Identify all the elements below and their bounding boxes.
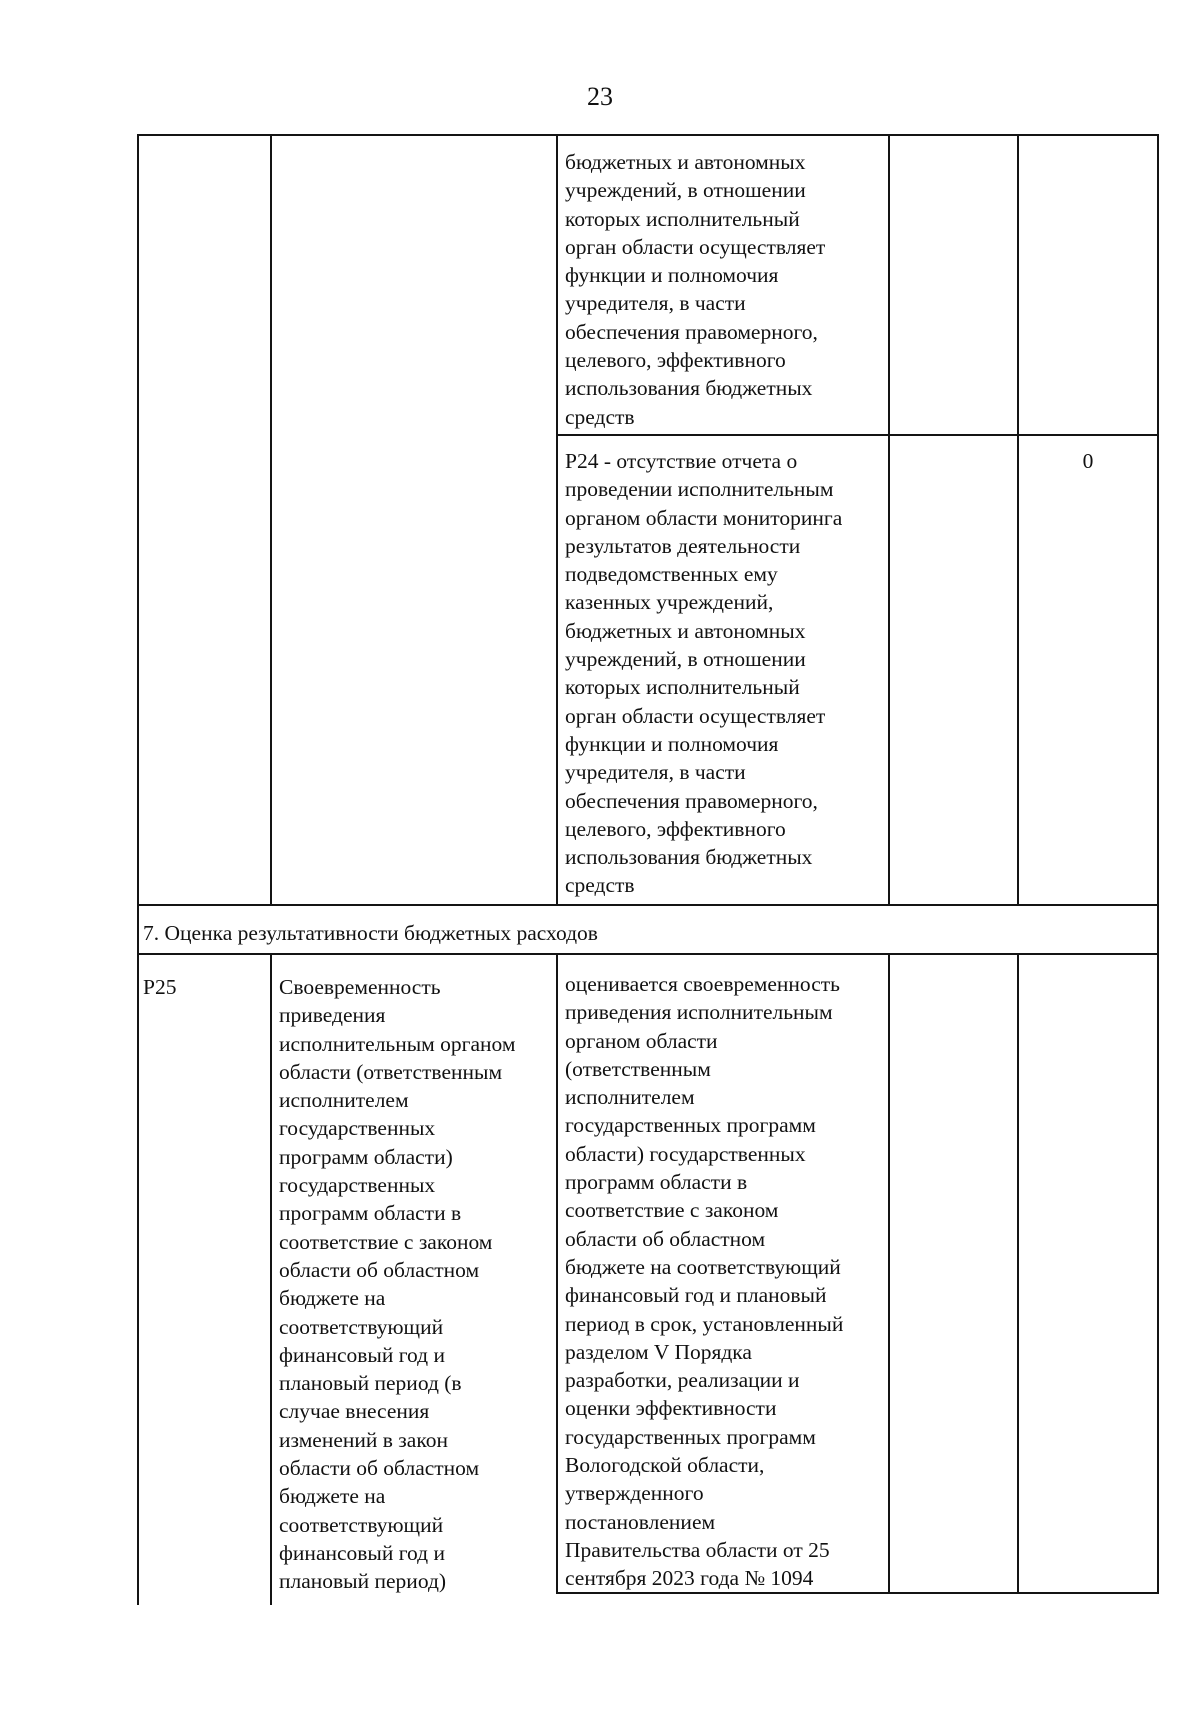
- p25-code-cell: Р25: [143, 975, 177, 999]
- col-border-weight-upper: [1017, 134, 1019, 905]
- col-border-right-upper: [1157, 134, 1159, 905]
- p24-value-cell: 0: [1082, 449, 1094, 473]
- col-border-left-lower: [137, 953, 139, 1605]
- table-top-border: [137, 134, 1159, 136]
- section-border-left: [137, 904, 139, 955]
- continued-description-cell: бюджетных и автономных учреждений, в отношении которых исполнительный орган области осуществляет функции и полномочия учредителя, в части обеспечения правомерного, целевого, эффективного использования бюджетных средств: [565, 150, 826, 429]
- col-border-description-lower: [888, 953, 890, 1594]
- col-border-code-lower: [270, 953, 272, 1605]
- col-border-description-upper: [888, 134, 890, 905]
- p25-description-cell: оценивается своевременность приведения исполнительным органом области (ответственным исполнителем государственных программ области) государственных программ области в соответствие с законом области об областном бюджете на соответствующий финансовый год и плановый период в срок, установленный разделом V Порядка разработки, реализации и оценки эффективности государственных программ Вологодской области, утвержденного постановлением Правительства области от 25 сентября 2023 года № 1094: [565, 972, 844, 1591]
- section-7-title: 7. Оценка результативности бюджетных расходов: [143, 921, 598, 945]
- col-border-left-upper: [137, 134, 139, 905]
- p25-indicator-cell: Своевременность приведения исполнительным органом области (ответственным исполнителем государственных программ области) государственных программ области в соответствие с законом области об областном бюджете на соответствующий финансовый год и плановый период (в случае внесения изменений в закон области об областном бюджете на соответствующий финансовый год и плановый период): [279, 975, 516, 1594]
- row-divider-section-bottom: [137, 953, 1159, 955]
- row-divider-p24-top: [556, 434, 1159, 436]
- page-number: 23: [587, 82, 613, 111]
- col-border-weight-lower: [1017, 953, 1019, 1594]
- section-border-right: [1157, 904, 1159, 955]
- col-border-code-upper: [270, 134, 272, 905]
- row-divider-section-top: [137, 904, 1159, 906]
- col-border-right-lower: [1157, 953, 1159, 1594]
- p24-description-cell: Р24 - отсутствие отчета о проведении исполнительным органом области мониторинга результатов деятельности подведомственных ему казенных учреждений, бюджетных и автономных учреждений, в отношении которых исполнительный орган области осуществляет функции и полномочия учредителя, в части обеспечения правомерного, целевого, эффективного использования бюджетных средств: [565, 449, 843, 898]
- col-border-indicator-upper: [556, 134, 558, 905]
- col-border-indicator-lower: [556, 953, 558, 1594]
